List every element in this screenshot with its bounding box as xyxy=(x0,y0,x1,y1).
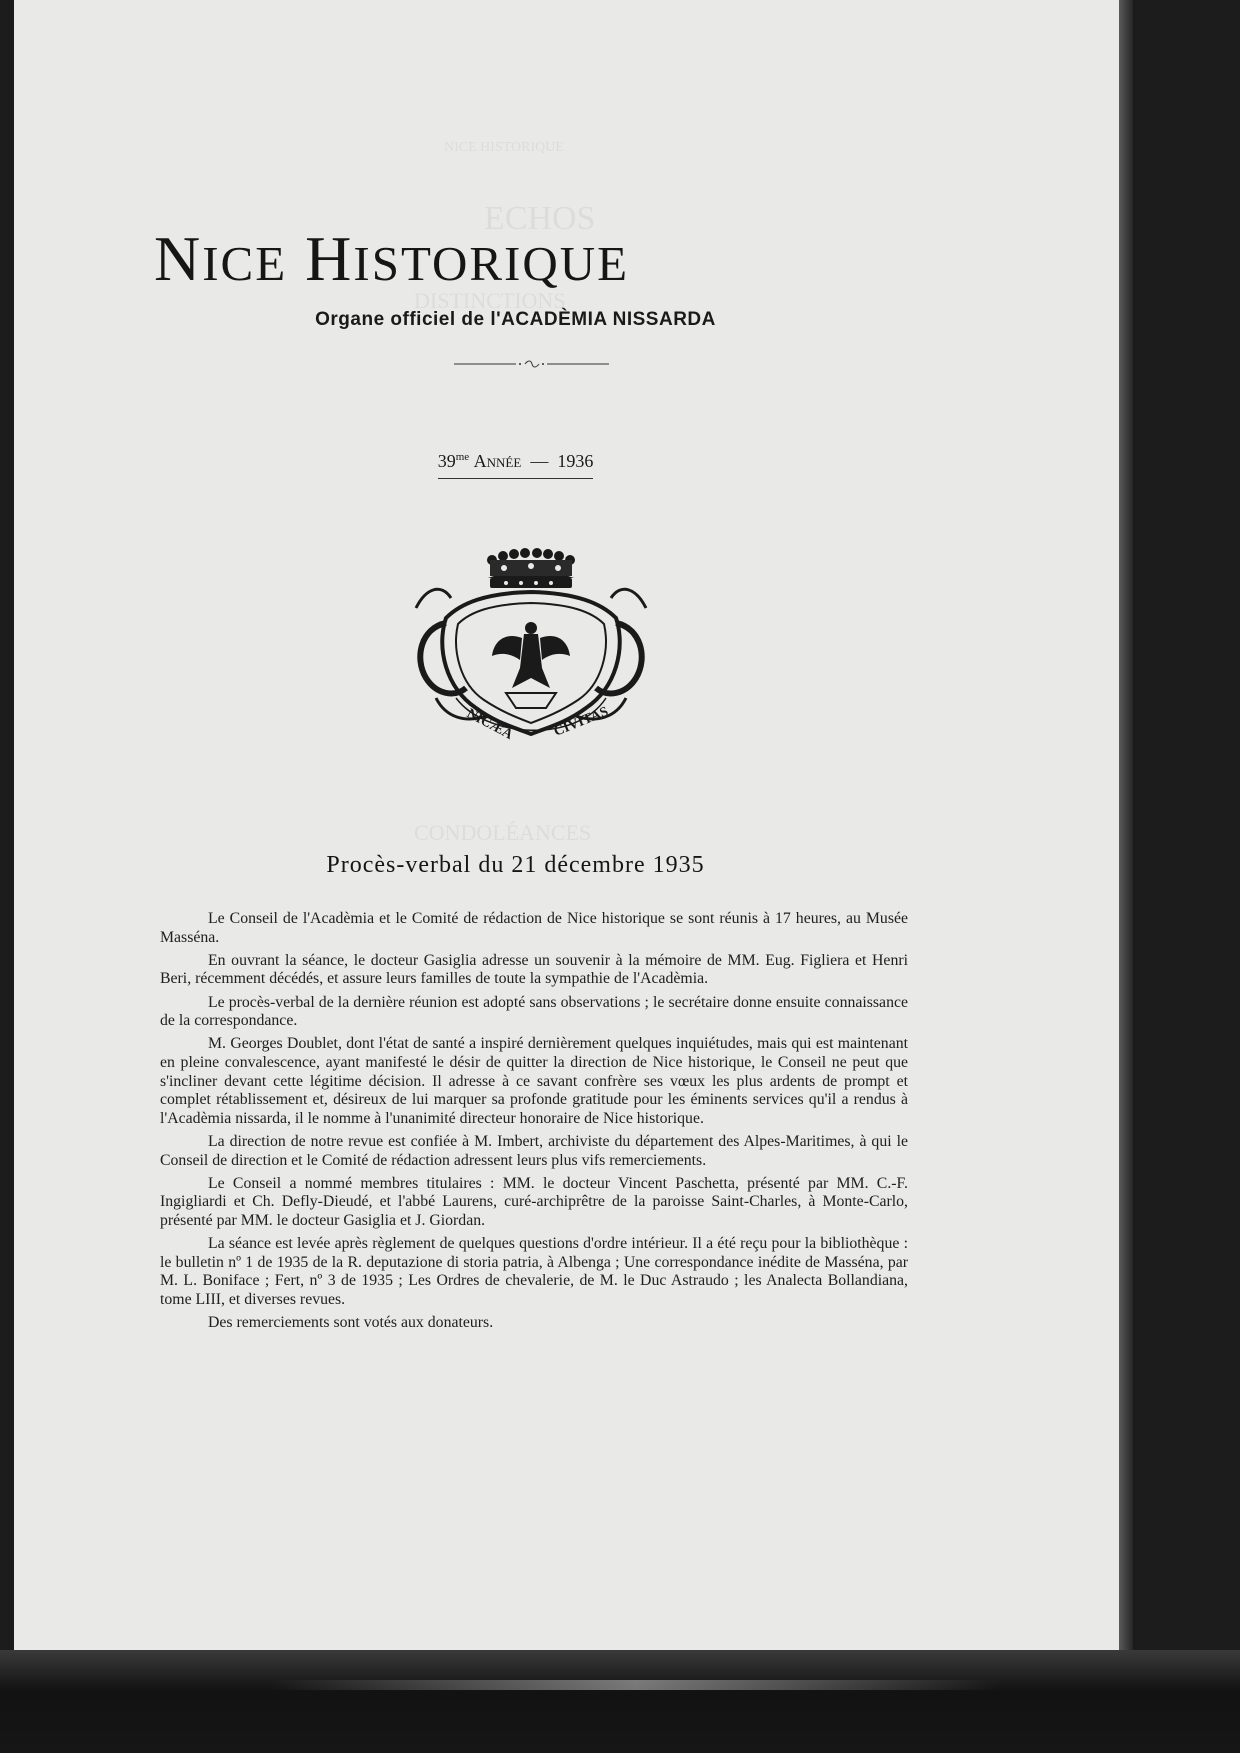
volume-year xyxy=(14,451,1017,479)
volume-year-value: 1936 xyxy=(557,451,594,471)
paragraph: Des remerciements sont votés aux donateurs. xyxy=(208,1314,494,1332)
divider-ornament xyxy=(454,358,609,370)
journal-title xyxy=(154,222,914,296)
show-through-text: ECHOS xyxy=(484,200,596,237)
volume-number: 39 xyxy=(437,451,456,471)
title-initial: N xyxy=(154,223,203,294)
paragraph: La séance est levée après règlement de quelques questions d'ordre intérieur. Il a été reçu pour la bibliothèque : le bulletin nº 1 de 1935 de la R. deputazione di storia patria, à Albenga ; Une correspondance inédite de Masséna, par M. L. Boniface ; Fert, nº 3 de 1935 ; Les Ordres de chevalerie, de M. le Duc Astraudo ; les Analecta Bollandiana, tome LIII, et diverses revues. xyxy=(160,1235,908,1308)
svg-text:NICÆA: NICÆA xyxy=(464,706,516,743)
article-heading: Procès-verbal du 21 décembre 1935 xyxy=(326,852,705,878)
title-word-rest: ICE xyxy=(202,236,288,291)
title-initial-2: H xyxy=(305,223,354,294)
svg-text:CIVITAS: CIVITAS xyxy=(551,704,611,740)
paragraph: M. Georges Doublet, dont l'état de santé a inspiré dernièrement quelques inquiétudes, mais qui est maintenant en pleine convalescence, ayant manifesté le désir de quitter la direction de Nice historique, le Conseil ne peut que s'incliner devant cette légitime décision. Il adresse à ce savant confrère ses vœux les plus ardents de prompt et complet rétablissement et, désireux de lui marquer sa profonde gratitude pour les éminents services qu'il a rendus à l'Acadèmia nissarda, il le nomme à l'unanimité directeur honoraire de Nice historique. xyxy=(160,1035,908,1127)
page-edge-highlight xyxy=(270,1680,1000,1690)
scanner-background xyxy=(0,1650,1240,1753)
journal-subtitle: Organe officiel de l'ACADÈMIA NISSARDA xyxy=(315,309,716,330)
document-page xyxy=(14,0,1119,1650)
title-word-rest-2: ISTORIQUE xyxy=(353,236,630,291)
volume-dash: — xyxy=(530,451,549,471)
paragraph: Le procès-verbal de la dernière réunion est adopté sans observations ; le secrétaire donne ensuite connaissance de la correspondance. xyxy=(160,993,908,1030)
paragraph: Le Conseil a nommé membres titulaires : MM. le docteur Vincent Paschetta, présenté par MM. C.-F. Ingigliardi et Ch. Defly-Dieudé, et l'abbé Laurens, curé-archiprêtre de la paroisse Saint-Charles, à Monte-Carlo, présenté par MM. le docteur Gasiglia et J. Giordan. xyxy=(160,1174,908,1229)
show-through-text: NICE HISTORIQUE xyxy=(444,140,564,155)
coat-of-arms-icon xyxy=(406,548,656,750)
show-through-text: CONDOLÉANCES xyxy=(414,820,592,845)
volume-suffix: me xyxy=(455,451,470,463)
show-through-text: DISTINCTIONS xyxy=(414,288,566,313)
article-body xyxy=(160,910,908,1337)
page-edge-shadow xyxy=(1119,0,1133,1650)
paragraph: En ouvrant la séance, le docteur Gasiglia adresse un souvenir à la mémoire de MM. Eug. Figliera et Henri Beri, récemment décédés, et assure leurs familles de toute la sympathie de l'Acadèmia. xyxy=(160,951,908,988)
paragraph: La direction de notre revue est confiée à M. Imbert, archiviste du département des Alpes-Maritimes, à qui le Conseil de direction et le Comité de rédaction adressent leurs plus vifs remerciements. xyxy=(160,1132,908,1169)
paragraph: Le Conseil de l'Acadèmia et le Comité de rédaction de Nice historique se sont réunis à 17 heures, au Musée Masséna. xyxy=(160,910,908,946)
volume-word: Année xyxy=(473,451,522,471)
